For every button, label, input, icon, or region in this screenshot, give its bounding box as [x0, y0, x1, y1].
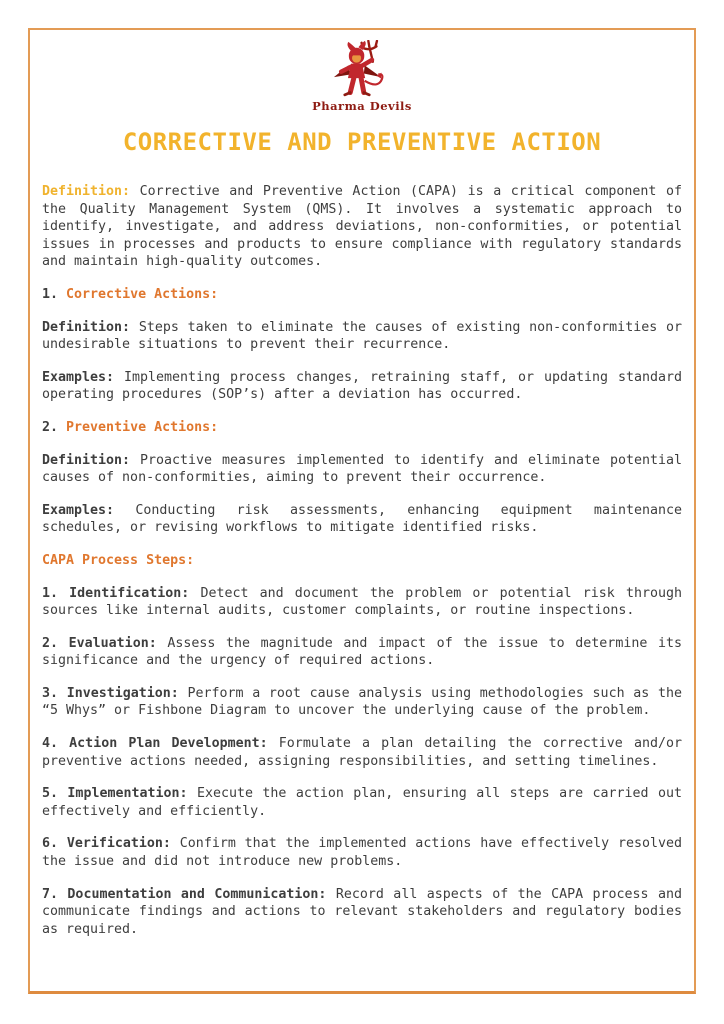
step-text: Formulate a plan detailing the corrective and/or preventive actions needed, assigning responsibilities, and setting timelines.: [42, 736, 682, 769]
examples-label: Examples:: [42, 502, 115, 518]
examples-text: Implementing process changes, retraining staff, or updating standard operating procedures (SOP’s) after a deviation has occurred.: [42, 369, 682, 403]
definition-label: Definition:: [42, 452, 131, 468]
step-3-paragraph: [42, 685, 682, 720]
definition-label: Definition:: [42, 319, 131, 335]
section-2-title: Preventive Actions:: [66, 419, 219, 435]
definition-text: Proactive measures implemented to identify and eliminate potential causes of non-conformities, aiming to prevent their occurrence.: [42, 452, 682, 486]
step-text: Detect and document the problem or potential risk through sources like internal audits, customer complaints, or routine inspections.: [42, 585, 682, 619]
step-5-paragraph: [42, 785, 682, 820]
step-label: 1. Identification:: [42, 585, 190, 601]
section-1-title: Corrective Actions:: [66, 286, 219, 302]
intro-definition-label: Definition:: [42, 184, 131, 199]
step-text: Confirm that the implemented actions have effectively resolved the issue and did not introduce new problems.: [42, 836, 683, 870]
section-2-heading: [42, 419, 682, 437]
intro-paragraph: [42, 183, 682, 271]
definition-text: Steps taken to eliminate the causes of existing non-conformities or undesirable situations to prevent their recurrence.: [42, 319, 682, 353]
step-label: 7. Documentation and Communication:: [42, 886, 327, 902]
step-6-paragraph: [42, 835, 682, 870]
page-title: CORRECTIVE AND PREVENTIVE ACTION: [122, 128, 602, 156]
examples-text: Conducting risk assessments, enhancing equipment maintenance schedules, or revising workflows to mitigate identified risks.: [42, 502, 682, 536]
intro-text: Corrective and Preventive Action (CAPA) is a critical component of the Quality Management System (QMS). It involves a systematic approach to identify, investigate, and address deviations, non-conformities, or potential issues in processes and products to ensure compliance with regulatory standards and maintain high-quality outcomes.: [42, 184, 682, 270]
section-1-definition-paragraph: [42, 319, 682, 354]
step-label: 4. Action Plan Development:: [42, 736, 268, 752]
capa-steps-heading-text: CAPA Process Steps:: [42, 552, 195, 568]
step-1-paragraph: [42, 585, 682, 620]
examples-label: Examples:: [42, 369, 115, 385]
step-text: Assess the magnitude and impact of the issue to determine its significance and the urgency of required actions.: [42, 635, 682, 669]
step-label: 2. Evaluation:: [42, 635, 157, 651]
section-2-definition-paragraph: [42, 452, 682, 487]
section-1-heading: [42, 286, 682, 304]
step-4-paragraph: [42, 735, 682, 770]
step-text: Perform a root cause analysis using methodologies such as the “5 Whys” or Fishbone Diagram to uncover the underlying cause of the problem.: [42, 685, 682, 719]
step-7-paragraph: [42, 886, 682, 939]
capa-steps-heading: [42, 552, 682, 570]
document-content: [30, 30, 694, 938]
step-label: 3. Investigation:: [42, 685, 179, 701]
brand-name: Pharma Devils: [312, 99, 412, 113]
step-label: 5. Implementation:: [42, 786, 188, 802]
document-page-frame: [28, 28, 696, 994]
pharma-devils-logo: [42, 40, 682, 113]
step-label: 6. Verification:: [42, 836, 171, 852]
step-2-paragraph: [42, 635, 682, 670]
step-text: Record all aspects of the CAPA process and communicate findings and actions to relevant stakeholders and regulatory bodies as required.: [42, 886, 682, 937]
section-2-examples-paragraph: [42, 502, 682, 537]
section-1-number: 1.: [42, 286, 59, 302]
section-2-number: 2.: [42, 419, 59, 435]
red-devil-with-trident-icon: [320, 40, 404, 98]
step-text: Execute the action plan, ensuring all steps are carried out effectively and efficiently.: [42, 786, 682, 819]
section-1-examples-paragraph: [42, 369, 682, 404]
